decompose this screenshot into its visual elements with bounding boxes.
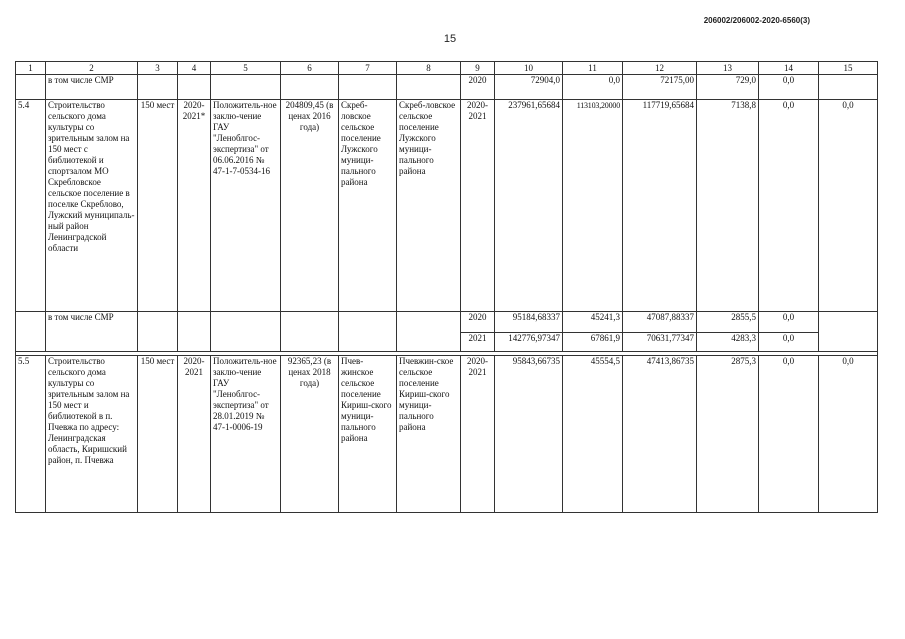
column-header: 2 — [46, 62, 138, 75]
cost-cell: 204809,45 (в ценах 2016 года) — [281, 100, 339, 312]
value-cell: 2875,3 — [697, 356, 759, 513]
value-cell: 0,0 — [759, 100, 819, 312]
value-cell: 0,0 — [819, 356, 878, 513]
table-row-5-4 — [16, 100, 878, 312]
table-row-smr-prev — [16, 75, 878, 100]
value-cell: 117719,65684 — [623, 100, 697, 312]
year-cell: 2020-2021 — [461, 356, 495, 513]
value-cell: 45554,5 — [563, 356, 623, 513]
year-cell: 2020 — [461, 312, 495, 333]
column-header: 15 — [819, 62, 878, 75]
value-cell: 72904,0 — [495, 75, 563, 100]
value-cell: 0,0 — [563, 75, 623, 100]
row-description: Строительство сельского дома культуры со зрительным залом на 150 мест с библиотекой и спортзалом МО Скребловское сельское поселение в поселке Скреблово, Лужский муниципаль-ный район Ленинградской области — [46, 100, 138, 312]
header-row — [16, 62, 878, 75]
value-cell: 0,0 — [759, 75, 819, 100]
value-cell: 95184,68337 — [495, 312, 563, 333]
column-header: 9 — [461, 62, 495, 75]
expertise-cell: Положитель-ное заклю-чение ГАУ "Леноблгос-экспертиза" от 06.06.2016 № 47-1-7-0534-16 — [211, 100, 281, 312]
row-number: 5.4 — [16, 100, 46, 312]
row-description: Строительство сельского дома культуры со зрительным залом на 150 мест и библиотекой в п. Пчевжа по адресу: Ленинградская область, Киришский район, п. Пчевжа — [46, 356, 138, 513]
data-table — [15, 61, 878, 513]
period-cell: 2020-2021* — [178, 100, 211, 312]
document-id: 206002/206002-2020-6560(3) — [703, 16, 810, 25]
column-header: 11 — [563, 62, 623, 75]
column-header: 7 — [339, 62, 397, 75]
value-cell: 45241,3 — [563, 312, 623, 333]
value-cell: 4283,3 — [697, 333, 759, 352]
expertise-cell: Положитель-ное заклю-чение ГАУ "Леноблгос-экспертиза" от 28.01.2019 № 47-1-0006-19 — [211, 356, 281, 513]
row-number: 5.5 — [16, 356, 46, 513]
year-cell: 2020-2021 — [461, 100, 495, 312]
period-cell: 2020-2021 — [178, 356, 211, 513]
row-description: в том числе СМР — [46, 312, 138, 352]
value-cell: 142776,97347 — [495, 333, 563, 352]
owner-cell: Скреб-ловское сельское поселение Лужского муници-пального района — [397, 100, 461, 312]
column-header: 10 — [495, 62, 563, 75]
value-cell: 113103,20000 — [563, 100, 623, 312]
value-cell: 47413,86735 — [623, 356, 697, 513]
customer-cell: Пчев-жинское сельское поселение Кириш-ского муници-пального района — [339, 356, 397, 513]
year-cell: 2021 — [461, 333, 495, 352]
value-cell: 95843,66735 — [495, 356, 563, 513]
page-number: 15 — [443, 33, 457, 45]
value-cell: 2855,5 — [697, 312, 759, 333]
value-cell: 0,0 — [759, 312, 819, 333]
owner-cell: Пчевжин-ское сельское поселение Кириш-ского муници-пального района — [397, 356, 461, 513]
value-cell: 729,0 — [697, 75, 759, 100]
table-row-5-5 — [16, 356, 878, 513]
value-cell: 0,0 — [759, 333, 819, 352]
value-cell: 0,0 — [759, 356, 819, 513]
value-cell: 237961,65684 — [495, 100, 563, 312]
capacity-cell: 150 мест — [138, 100, 178, 312]
column-header: 5 — [211, 62, 281, 75]
value-cell: 72175,00 — [623, 75, 697, 100]
row-description: в том числе СМР — [46, 75, 138, 100]
column-header: 14 — [759, 62, 819, 75]
value-cell: 47087,88337 — [623, 312, 697, 333]
column-header: 8 — [397, 62, 461, 75]
capacity-cell: 150 мест — [138, 356, 178, 513]
value-cell: 0,0 — [819, 100, 878, 312]
table-row-5-4-smr-2020 — [16, 312, 878, 333]
column-header: 3 — [138, 62, 178, 75]
column-header: 12 — [623, 62, 697, 75]
value-cell: 7138,8 — [697, 100, 759, 312]
column-header: 6 — [281, 62, 339, 75]
customer-cell: Скреб-ловское сельское поселение Лужского муници-пального района — [339, 100, 397, 312]
column-header: 13 — [697, 62, 759, 75]
column-header: 1 — [16, 62, 46, 75]
cost-cell: 92365,23 (в ценах 2018 года) — [281, 356, 339, 513]
value-cell: 70631,77347 — [623, 333, 697, 352]
year-cell: 2020 — [461, 75, 495, 100]
value-cell: 67861,9 — [563, 333, 623, 352]
column-header: 4 — [178, 62, 211, 75]
